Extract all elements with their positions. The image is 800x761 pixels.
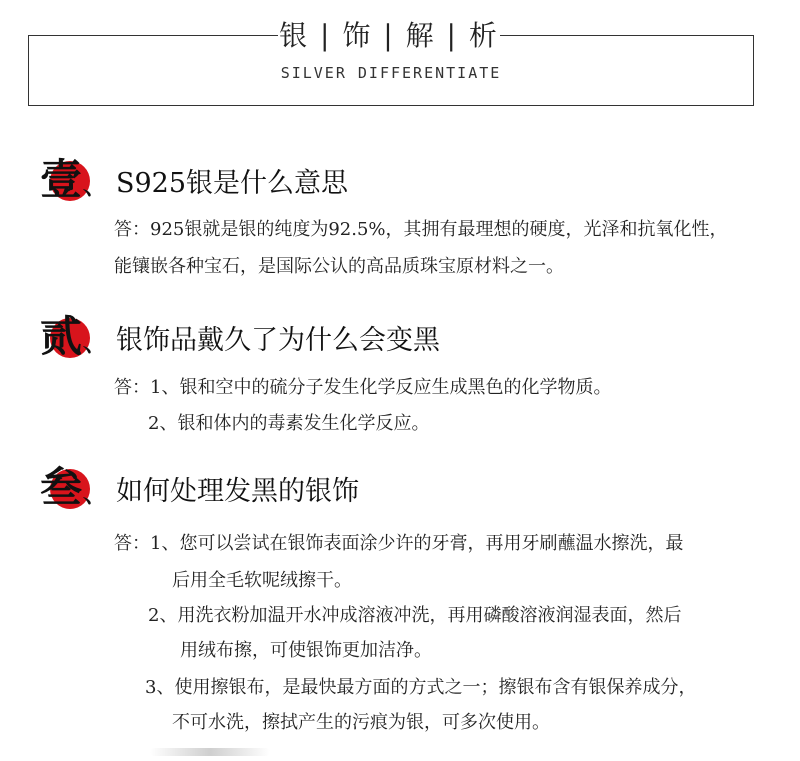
- section-3-line: 后用全毛软呢绒擦干。: [172, 570, 352, 591]
- section-3-number: 叁: [39, 463, 82, 512]
- section-1-heading: [36, 155, 348, 205]
- section-1-title: S925银是什么意思: [116, 167, 349, 199]
- enumeration-comma: 、: [82, 475, 112, 510]
- section-3-line: 答：1、您可以尝试在银饰表面涂少许的牙膏，再用牙刷蘸温水擦洗，最: [114, 533, 684, 554]
- section-3-heading: [36, 463, 359, 513]
- enumeration-comma: 、: [82, 324, 112, 359]
- section-1-line: 能镶嵌各种宝石，是国际公认的高品质珠宝原材料之一。: [114, 256, 564, 277]
- section-1-number-badge: [36, 155, 112, 205]
- section-2-line: 2、银和体内的毒素发生化学反应。: [148, 413, 430, 434]
- section-3-title: 如何处理发黑的银饰: [116, 475, 359, 507]
- section-3-line: 用绒布擦，可使银饰更加洁净。: [180, 640, 432, 661]
- section-3-line: 3、使用擦银布，是最快最方面的方式之一；擦银布含有银保养成分，: [145, 677, 697, 698]
- enumeration-comma: 、: [82, 167, 112, 202]
- section-3-line: 不可水洗，擦拭产生的污痕为银，可多次使用。: [172, 712, 550, 733]
- section-2-title: 银饰品戴久了为什么会变黑: [116, 324, 440, 356]
- section-2-number: 贰: [39, 312, 82, 361]
- decorative-swoosh: [150, 748, 270, 756]
- page-subtitle: SILVER DIFFERENTIATE: [280, 64, 502, 82]
- section-3-line: 2、用洗衣粉加温开水冲成溶液冲洗，再用磷酸溶液润湿表面，然后: [148, 605, 682, 626]
- page-title: 银 | 饰 | 解 | 析: [279, 19, 499, 52]
- section-2-heading: [36, 312, 440, 362]
- section-2-number-badge: [36, 312, 112, 362]
- section-2-line: 答：1、银和空中的硫分子发生化学反应生成黑色的化学物质。: [114, 377, 612, 398]
- section-1-number: 壹: [39, 155, 82, 204]
- section-1-line: 答：925银就是银的纯度为92.5%，其拥有最理想的硬度，光泽和抗氧化性，: [114, 219, 728, 240]
- section-3-number-badge: [36, 463, 112, 513]
